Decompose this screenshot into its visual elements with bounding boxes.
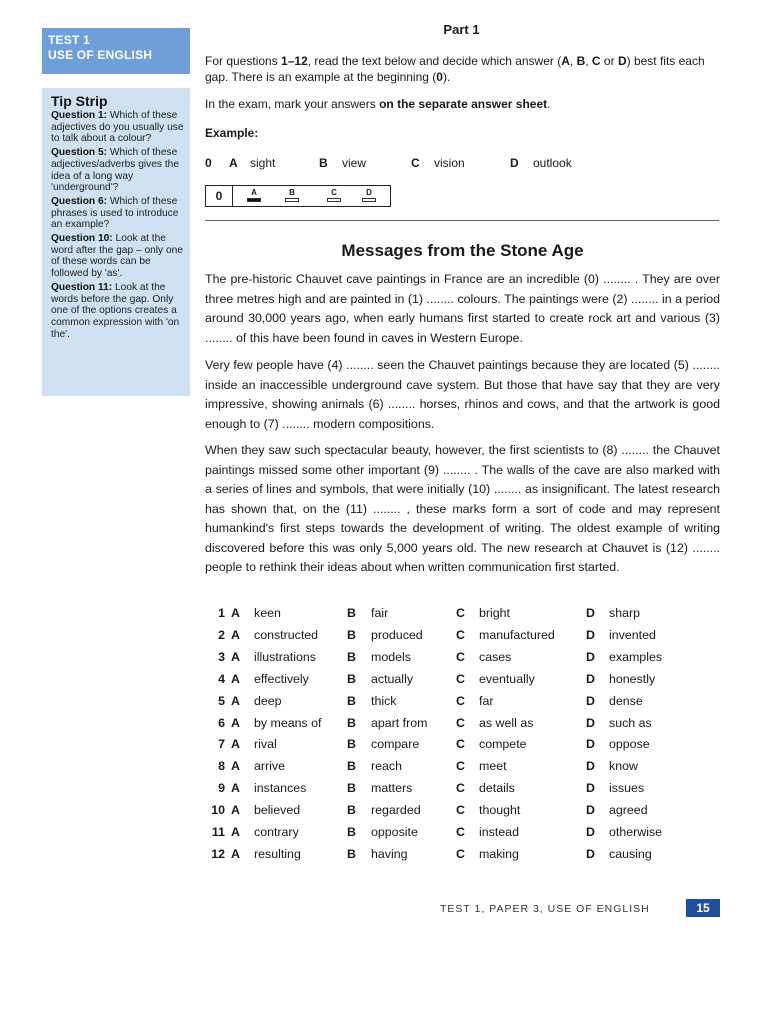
option-letter: B <box>347 781 356 796</box>
option-letter: D <box>510 156 519 170</box>
tip-text: Which of these phrases is used to introduce an example? <box>51 195 179 231</box>
option-letter: B <box>347 803 356 818</box>
question-number: 12 <box>211 846 225 861</box>
option-letter: C <box>456 606 465 620</box>
tip-text: Which of these adjectives/adverbs gives the idea of a long way 'underground'? <box>51 147 179 194</box>
divider <box>205 220 719 221</box>
option-letter: A <box>231 781 240 796</box>
bubble-letter: A <box>251 188 257 197</box>
option-row <box>205 694 725 715</box>
option-word: invented <box>609 627 656 642</box>
option-word: outlook <box>533 156 572 170</box>
option-word: by means of <box>254 715 322 730</box>
option-letter: D <box>586 671 595 686</box>
option-letter: C <box>456 671 465 686</box>
option-letter: A <box>231 737 240 752</box>
option-row <box>205 716 725 737</box>
option-word: vision <box>434 156 465 170</box>
instr-text: For questions <box>205 54 282 68</box>
option-word: regarded <box>371 803 421 818</box>
instr-text: or <box>600 54 618 68</box>
tip-text: Look at the words before the gap. Only one of the options creates a common expression with 'on the'. <box>51 281 180 340</box>
option-letter: C <box>456 627 465 642</box>
example-label: Example: <box>205 126 259 140</box>
option-letter: C <box>456 649 465 664</box>
option-word: arrive <box>254 759 285 774</box>
option-letter: A <box>231 759 240 774</box>
bubble-mark <box>327 198 341 202</box>
option-letter: A <box>229 156 238 170</box>
option-word: sharp <box>609 606 640 620</box>
tip-strip-title: Tip Strip <box>51 93 108 109</box>
option-letter: C <box>456 803 465 818</box>
question-number: 4 <box>218 671 225 686</box>
question-number: 3 <box>218 649 225 664</box>
option-letter: B <box>347 846 356 861</box>
article-paragraph-1: The pre-historic Chauvet cave paintings in France are an incredible (0) ........ . They are over three metres high and are painted in (1) ........ colours. The paintings were (2) ........ in a period around 30,000 years ago, when early humans first started to create rock art and various (3) ........ of this have been found in caves in Western Europe. <box>205 272 720 345</box>
option-letter: D <box>586 846 595 861</box>
option-word: having <box>371 846 408 861</box>
option-letter: D <box>586 737 595 752</box>
option-row <box>205 672 725 693</box>
question-number: 1 <box>218 606 225 620</box>
option-word: causing <box>609 846 652 861</box>
option-word: matters <box>371 781 413 796</box>
option-word: such as <box>609 715 652 730</box>
option-letter: A <box>231 825 240 839</box>
option-letter: C <box>456 781 465 796</box>
option-row <box>205 803 725 824</box>
tip-text: Look at the word after the gap – only one of these words can be followed by 'as'. <box>51 233 183 280</box>
tip-item <box>51 110 184 145</box>
option-letter: A <box>231 803 240 818</box>
bubble-mark <box>285 198 299 202</box>
option-row <box>205 825 725 846</box>
tip-item <box>51 233 184 280</box>
part-title: Part 1 <box>443 22 480 37</box>
option-word: examples <box>609 649 663 664</box>
instr-emphasis: on the separate answer sheet <box>379 97 548 111</box>
option-letter: D <box>586 759 595 774</box>
option-letter: D <box>586 825 595 839</box>
question-number: 11 <box>211 825 225 839</box>
option-letter: D <box>586 606 595 620</box>
option-letter: C <box>456 693 465 708</box>
option-word: constructed <box>254 627 319 642</box>
option-letter: A <box>231 715 240 730</box>
option-row <box>205 628 725 649</box>
bubble-letter: D <box>366 188 372 197</box>
instr-letter: A <box>561 54 570 68</box>
option-row <box>205 781 725 802</box>
answer-bubble-c <box>326 188 342 202</box>
article-paragraph-3: When they saw such spectacular beauty, however, the first scientists to (8) ........ the Chauvet paintings missed some other important (9) ........ . The walls of the cave are also marked with a series of lines and symbols, that were initially (10) ........ as insignificant. The latest research has shown that, on the (11) ........ , these marks form a sort of code and may represent humankind's first steps towards the development of writing. The oldest example of writing discovered before this was only 5,000 years old. The new research at Chauvet is (12) ........ people to rethink their ideas about when written communication first started. <box>205 443 720 574</box>
option-word: deep <box>254 693 282 708</box>
tip-question: Question 11: <box>51 281 113 293</box>
answer-bubble-b <box>284 188 300 202</box>
exam-instruction <box>205 96 720 112</box>
option-letter: D <box>586 627 595 642</box>
instr-example-number: 0 <box>436 70 443 84</box>
option-word: otherwise <box>609 825 663 839</box>
tip-question: Question 6: <box>51 195 108 207</box>
answer-bubble-d <box>361 188 377 202</box>
option-word: reach <box>371 759 402 774</box>
option-letter: B <box>347 627 356 642</box>
answer-box-number: 0 <box>206 186 233 206</box>
option-row <box>205 847 725 868</box>
tip-item <box>51 147 184 194</box>
option-word: cases <box>479 649 512 664</box>
tip-item <box>51 282 184 341</box>
instr-text: . <box>547 97 551 111</box>
option-letter: B <box>347 825 356 839</box>
tip-question: Question 5: <box>51 147 108 159</box>
option-row <box>205 606 725 627</box>
option-word: actually <box>371 671 414 686</box>
option-word: effectively <box>254 671 309 686</box>
option-word: rival <box>254 737 277 752</box>
answer-bubble-a <box>246 188 262 202</box>
option-word: illustrations <box>254 649 316 664</box>
tip-strip <box>42 88 190 396</box>
bubble-letter: B <box>289 188 295 197</box>
option-letter: A <box>231 846 240 861</box>
instr-range: 1–12 <box>281 54 308 68</box>
tip-question: Question 1: <box>51 110 108 121</box>
option-word: keen <box>254 606 281 620</box>
option-letter: C <box>456 715 465 730</box>
instr-text: ) best fits each gap. There is an example at the beginning ( <box>205 54 705 84</box>
option-word: agreed <box>609 803 648 818</box>
option-word: apart from <box>371 715 428 730</box>
option-word: oppose <box>609 737 650 752</box>
option-letter: A <box>231 693 240 708</box>
option-row <box>205 759 725 780</box>
option-word: opposite <box>371 825 418 839</box>
option-letter: D <box>586 803 595 818</box>
option-letter: B <box>347 671 356 686</box>
bubble-mark <box>362 198 376 202</box>
tip-text: Which of these adjectives do you usually use to talk about a colour? <box>51 110 184 145</box>
option-letter: B <box>347 606 356 620</box>
instr-letter: D <box>617 54 627 68</box>
option-letter: A <box>231 627 240 642</box>
option-letter: C <box>411 156 420 170</box>
option-word: manufactured <box>479 627 555 642</box>
option-word: eventually <box>479 671 535 686</box>
section-label: USE OF ENGLISH <box>48 48 153 62</box>
bubble-mark <box>247 198 261 202</box>
option-word: as well as <box>479 715 534 730</box>
option-word: honestly <box>609 671 656 686</box>
test-label: TEST 1 <box>48 33 90 47</box>
option-letter: B <box>347 693 356 708</box>
option-letter: C <box>456 737 465 752</box>
question-number: 10 <box>211 803 225 818</box>
question-number: 6 <box>218 715 225 730</box>
option-word: compare <box>371 737 420 752</box>
instr-text: In the exam, mark your answers <box>205 97 380 111</box>
option-row <box>205 737 725 758</box>
bubble-letter: C <box>331 188 337 197</box>
instr-letter: C <box>591 54 601 68</box>
option-word: making <box>479 846 519 861</box>
question-number: 2 <box>218 627 225 642</box>
tip-item <box>51 196 184 231</box>
footer-text: TEST 1, PAPER 3, USE OF ENGLISH <box>440 903 650 915</box>
instructions: For questions 1–12, read the text below and decide which answer (A, B, C or D) best fits each gap. There is an example at the beginning (0). <box>205 54 705 84</box>
option-word: contrary <box>254 825 299 839</box>
option-letter: D <box>586 649 595 664</box>
option-letter: B <box>347 759 356 774</box>
option-word: know <box>609 759 638 774</box>
tip-question: Question 10: <box>51 233 113 245</box>
example-answer-box <box>205 185 391 207</box>
instr-text: ). <box>442 70 451 84</box>
option-word: instances <box>254 781 307 796</box>
option-letter: A <box>231 606 240 620</box>
question-number: 9 <box>218 781 225 796</box>
option-word: fair <box>371 606 389 620</box>
option-letter: B <box>347 737 356 752</box>
question-number: 5 <box>218 693 225 708</box>
instr-text: , read the text below and decide which answer ( <box>307 54 562 68</box>
option-letter: D <box>586 715 595 730</box>
option-letter: D <box>586 693 595 708</box>
option-word: models <box>371 649 411 664</box>
option-word: produced <box>371 627 423 642</box>
option-word: sight <box>250 156 276 170</box>
option-letter: D <box>586 781 595 796</box>
option-word: instead <box>479 825 519 839</box>
option-word: view <box>342 156 367 170</box>
example-options <box>205 156 725 172</box>
option-word: meet <box>479 759 507 774</box>
option-letter: B <box>347 649 356 664</box>
article-title: Messages from the Stone Age <box>341 241 584 260</box>
example-number: 0 <box>205 156 212 170</box>
question-number: 8 <box>218 759 225 774</box>
option-letter: B <box>319 156 328 170</box>
option-letter: C <box>456 846 465 861</box>
option-letter: A <box>231 649 240 664</box>
option-word: compete <box>479 737 527 752</box>
option-word: believed <box>254 803 301 818</box>
option-letter: A <box>231 671 240 686</box>
option-word: dense <box>609 693 643 708</box>
option-word: thick <box>371 693 397 708</box>
page-number: 15 <box>686 899 720 917</box>
option-word: bright <box>479 606 510 620</box>
article-paragraph-2: Very few people have (4) ........ seen the Chauvet paintings because they are located (5) ........ inside an inaccessible underground cave system. But those that have say that they are very impressive, showing animals (6) ........ horses, rhinos and cows, and that the artwork is good enough to (7) ........ modern compositions. <box>205 358 720 431</box>
option-word: issues <box>609 781 645 796</box>
question-number: 7 <box>218 737 225 752</box>
option-letter: B <box>347 715 356 730</box>
option-row <box>205 650 725 671</box>
option-word: far <box>479 693 494 708</box>
instr-letter: B <box>576 54 586 68</box>
option-word: resulting <box>254 846 301 861</box>
option-letter: C <box>456 759 465 774</box>
option-word: details <box>479 781 515 796</box>
option-letter: C <box>456 825 465 839</box>
option-word: thought <box>479 803 521 818</box>
